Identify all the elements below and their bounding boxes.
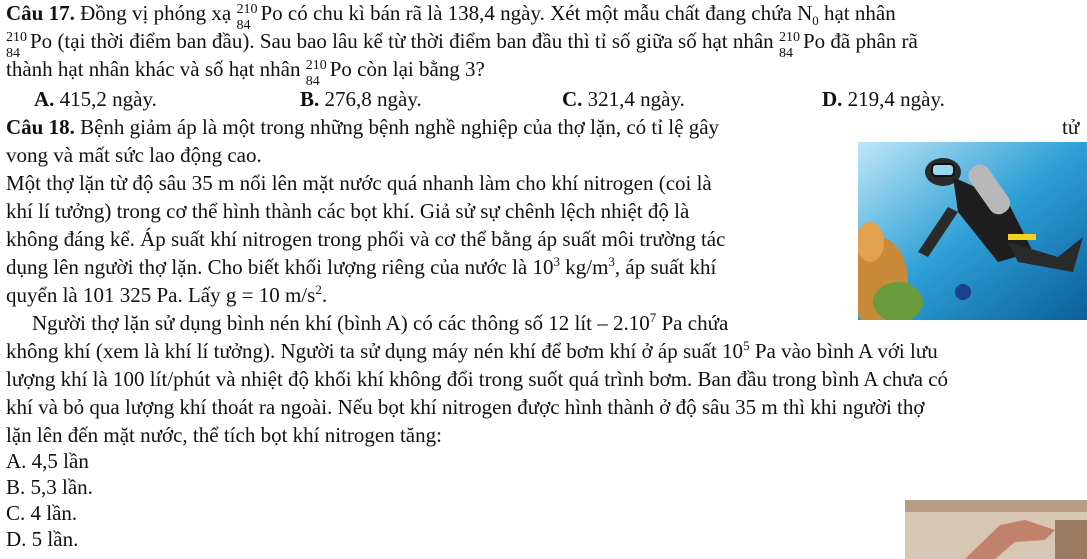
q17-option-d[interactable]: D. 219,4 ngày.	[822, 87, 945, 111]
q18-p7: không khí (xem là khí lí tưởng). Người ta sử dụng máy nén khí để bơm khí ở áp suất $10^5$ Pa vào bình A với lưu	[6, 338, 938, 363]
q18-p2: khí lí tưởng) trong cơ thể hình thành các bọt khí. Giả sử sự chênh lệch nhiệt độ là	[6, 199, 690, 223]
q17-line-1: Câu 17. Đồng vị phóng xạ 210 84 Po có chu kì bán rã là 138,4 ngày. Xét một mẫu chất đang chứa $N_0$ hạt nhân	[6, 1, 896, 33]
q17-option-b[interactable]: B. 276,8 ngày.	[300, 87, 422, 111]
q18-p1: Một thợ lặn từ độ sâu 35 m nổi lên mặt nước quá nhanh làm cho khí nitrogen (coi là	[6, 171, 712, 195]
q17-line-3: thành hạt nhân khác và số hạt nhân 210 84 Po còn lại bằng 3?	[6, 57, 485, 89]
q18-option-a[interactable]: A. 4,5 lần	[6, 449, 89, 473]
q18-line-1: Câu 18. Bệnh giảm áp là một trong những bệnh nghề nghiệp của thợ lặn, có tỉ lệ gây	[6, 115, 720, 139]
po-nuclide: 210 84	[236, 2, 258, 33]
q18-line-2: vong và mất sức lao động cao.	[6, 143, 262, 167]
q17-line-2: 210 84 Po (tại thời điểm ban đầu). Sau bao lâu kể từ thời điểm ban đầu thì tỉ số giữa số hạt nhân 210 84 Po đã phân rã	[6, 29, 918, 61]
po-nuclide: 210 84	[778, 30, 800, 61]
q18-p5: quyển là 101 325 Pa. Lấy g = 10 $m/s^2$.	[6, 282, 328, 307]
q18-option-c[interactable]: C. 4 lần.	[6, 501, 78, 525]
q17-option-c[interactable]: C. 321,4 ngày.	[562, 87, 685, 111]
q18-p9: khí và bỏ qua lượng khí thoát ra ngoài. Nếu bọt khí nitrogen được hình thành ở độ sâu 35 m thì khi người thợ	[6, 395, 925, 419]
q17-text: Đồng vị phóng xạ	[80, 1, 232, 25]
q18-p4: dụng lên người thợ lặn. Cho biết khối lượng riêng của nước là $10^3$ $kg/m^3$, áp suất khí	[6, 254, 717, 279]
po-nuclide: 210 84	[6, 30, 27, 61]
q18-p8: lượng khí là 100 lít/phút và nhiệt độ khối khí không đổi trong suốt quá trình bơm. Ban đầu trong bình A chưa có	[6, 367, 949, 391]
scuba-diver-image	[858, 142, 1087, 320]
q17-label: Câu 17.	[6, 1, 75, 25]
q18-p6: Người thợ lặn sử dụng bình nén khí (bình A) có các thông số 12 lít – 2.10$^7$ Pa chứa	[32, 310, 729, 335]
q18-line-1-tail: tử	[1062, 115, 1080, 139]
q18-label: Câu 18.	[6, 115, 75, 139]
po-nuclide: 210 84	[305, 58, 327, 89]
q17-option-a[interactable]: A. 415,2 ngày.	[34, 87, 157, 111]
q18-p10: lặn lên đến mặt nước, thể tích bọt khí nitrogen tăng:	[6, 423, 442, 447]
q18-option-d[interactable]: D. 5 lần.	[6, 527, 79, 551]
q18-option-b[interactable]: B. 5,3 lần.	[6, 475, 93, 499]
q18-p3: không đáng kể. Áp suất khí nitrogen trong phổi và cơ thể bằng áp suất môi trường tác	[6, 227, 726, 251]
hand-photo-image	[905, 500, 1087, 559]
